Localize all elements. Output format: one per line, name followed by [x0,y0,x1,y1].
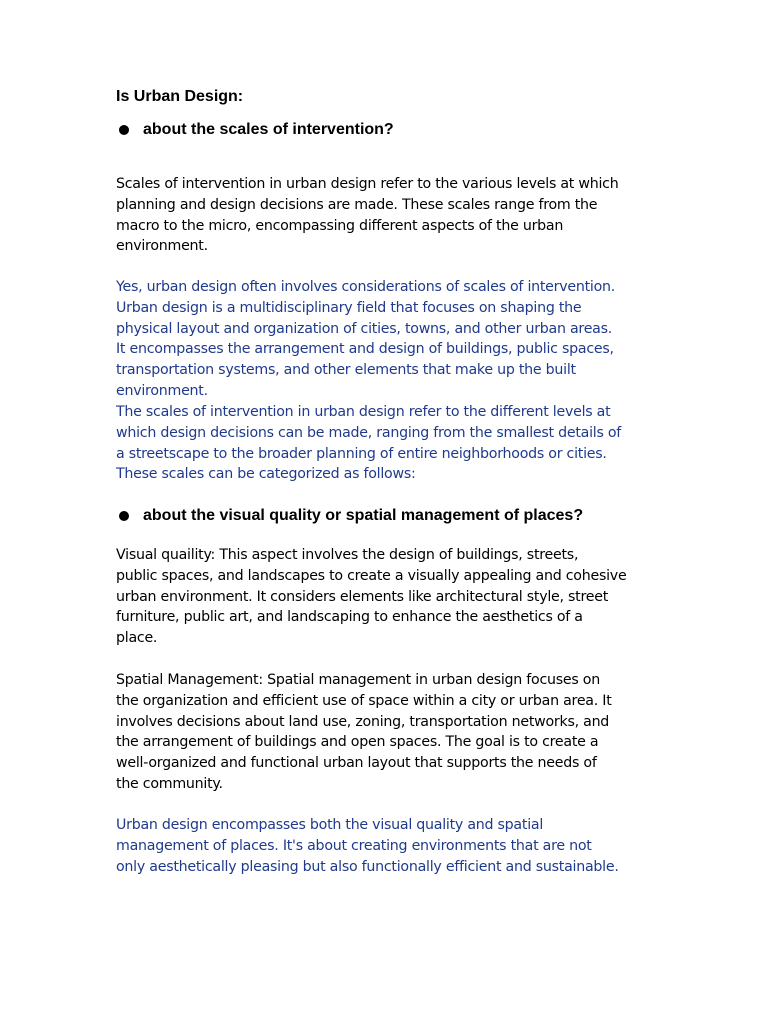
text-line: the community. [116,775,223,792]
text-line: Visual quaility: This aspect involves the design of buildings, streets, [116,547,579,563]
text-line: Urban design encompasses both the visual quality and spatial [116,817,544,833]
text-line: transportation systems, and other elements that make up the built [116,362,576,379]
text-line: Scales of intervention in urban design refer to the various levels at which [116,176,619,192]
document-title: Is Urban Design: [116,88,244,105]
paragraph-scales-definition [116,174,656,257]
text-line: furniture, public art, and landscaping to enhance the aesthetics of a [116,609,583,626]
text-line: involves decisions about land use, zoning, transportation networks, and [116,713,610,730]
text-line: public spaces, and landscapes to create a visually appealing and cohesive [116,567,627,584]
text-line: The scales of intervention in urban design refer to the different levels at [116,404,611,420]
bullet-dot-icon [119,511,129,521]
bullet-text: about the scales of intervention? [143,121,394,138]
text-line: macro to the micro, encompassing different aspects of the urban [116,217,564,234]
text-line: These scales can be categorized as follows: [116,466,416,483]
text-line: well-organized and functional urban layout that supports the needs of [116,755,597,772]
text-line: the arrangement of buildings and open spaces. The goal is to create a [116,734,599,751]
bullet-dot-icon [119,125,129,135]
text-line: urban environment. It considers elements like architectural style, street [116,588,609,605]
text-line: It encompasses the arrangement and design of buildings, public spaces, [116,341,614,358]
text-line: place. [116,630,158,647]
text-line: Spatial Management: Spatial management in urban design focuses on [116,672,600,688]
text-line: Yes, urban design often involves considerations of scales of intervention. [116,279,616,295]
text-line: planning and design decisions are made. These scales range from the [116,196,598,213]
paragraph-conclusion [116,815,656,877]
paragraph-urban-design-field [116,277,656,402]
text-line: environment. [116,238,208,255]
text-line: Urban design is a multidisciplinary field that focuses on shaping the [116,299,582,316]
paragraph-spatial-management [116,670,656,795]
text-line: environment. [116,382,208,399]
text-line: the organization and efficient use of space within a city or urban area. It [116,692,612,709]
text-line: only aesthetically pleasing but also functionally efficient and sustainable. [116,858,619,875]
bullet-text: about the visual quality or spatial management of places? [143,507,584,524]
text-line: a streetscape to the broader planning of entire neighborhoods or cities. [116,445,607,462]
text-line: which design decisions can be made, ranging from the smallest details of [116,424,622,441]
paragraph-visual-quality [116,545,656,649]
paragraph-scales-levels [116,402,656,485]
text-line: physical layout and organization of cities, towns, and other urban areas. [116,320,613,337]
text-line: management of places. It's about creating environments that are not [116,837,592,854]
